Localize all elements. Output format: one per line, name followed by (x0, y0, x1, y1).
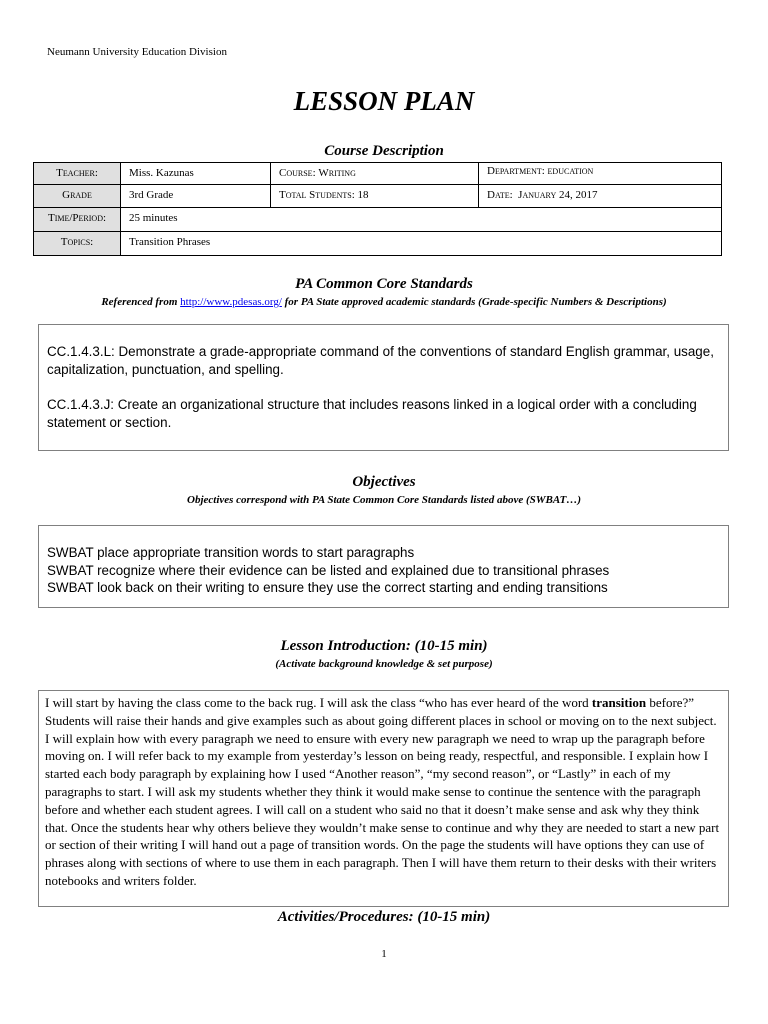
course-value: Writing (318, 167, 356, 179)
date-label: Date: (487, 189, 513, 201)
course-description-heading: Course Description (324, 143, 444, 159)
grade-label: Grade (33, 185, 121, 208)
introduction-subheading: (Activate background knowledge & set purpose) (275, 658, 493, 670)
department-value: education (547, 165, 594, 177)
objective-item: SWBAT place appropriate transition words to start paragraphs (47, 545, 415, 560)
department-cell (479, 162, 722, 185)
date-value: January 24, 2017 (518, 189, 598, 201)
topics-label: Topics: (33, 232, 121, 256)
introduction-bold-word: transition (591, 695, 647, 710)
objective-item: SWBAT recognize where their evidence can be listed and explained due to transitional phrases (47, 562, 610, 578)
organization-header: Neumann University Education Division (47, 46, 227, 58)
introduction-box (38, 690, 729, 907)
objective-item: SWBAT look back on their writing to ensure they use the correct starting and ending transitions (47, 580, 608, 595)
page-title: LESSON PLAN (293, 86, 475, 116)
page-number: 1 (381, 948, 387, 960)
course-description-table (33, 162, 722, 256)
course-cell (271, 162, 479, 185)
time-period-value: 25 minutes (121, 208, 722, 232)
standards-sub-after: for PA State approved academic standards (Grade-specific Numbers & Descriptions) (281, 296, 667, 308)
teacher-label: Teacher: (33, 162, 121, 185)
introduction-heading: Lesson Introduction: (10-15 min) (280, 638, 488, 654)
grade-value: 3rd Grade (121, 185, 271, 208)
introduction-text-after: before?” Students will raise their hands and give examples such as about going different places in school or moving on to the next subject. I will explain how with every paragraph we need to ensure with every new paragraph we need to wrap up the paragraph before moving on. I will refer back to my example from yesterday’s lesson on being ready, respectful, and responsible. I explain how I started each body paragraph by explaining how I used “Another reason”, “my second reason”, or “Lastly” in each of my paragraphs to start. I will ask my students whether they think it would make sense to continue the sentence with the paragraph before and whether each student agrees. I will call on a student who said no that it doesn’t make sense and ask why they think that. Once the students hear why others believe they wouldn’t make sense to continue and why they are needed to start a new part or section of their writing I will hand out a page of transition words. On the page the students will have options they can use of phrases along with sections of where to use them in each paragraph. Then I will have them return to their desks with their writers notebooks and writers folder. (45, 695, 720, 888)
standards-box (38, 324, 729, 451)
time-period-label: Time/Period: (33, 208, 121, 232)
teacher-value: Miss. Kazunas (121, 162, 271, 185)
standard-item: CC.1.4.3.L: Demonstrate a grade-appropriate command of the conventions of standard English grammar, usage, capitalization, punctuation, and spelling. (47, 344, 714, 377)
department-label: Department: (487, 165, 545, 177)
standards-subheading (0, 296, 768, 308)
course-label: Course: (279, 167, 316, 179)
objectives-box (38, 525, 729, 608)
objectives-subheading: Objectives correspond with PA State Common Core Standards listed above (SWBAT…) (187, 494, 581, 506)
total-students-cell (271, 185, 479, 208)
total-students-value: 18 (357, 189, 369, 201)
objectives-heading: Objectives (352, 474, 416, 490)
standards-sub-before: Referenced from (101, 296, 181, 308)
activities-heading: Activities/Procedures: (10-15 min) (277, 909, 491, 925)
pdesas-link[interactable]: http://www.pdesas.org/ (180, 296, 282, 308)
total-students-label: Total Students: (279, 189, 355, 201)
date-cell (479, 185, 722, 208)
standards-heading: PA Common Core Standards (295, 276, 473, 292)
introduction-text-before: I will start by having the class come to the back rug. I will ask the class “who has ever heard of the word (45, 695, 592, 710)
topics-value: Transition Phrases (121, 232, 722, 256)
standard-item: CC.1.4.3.J: Create an organizational structure that includes reasons linked in a logical order with a concluding statement or section. (47, 397, 697, 430)
